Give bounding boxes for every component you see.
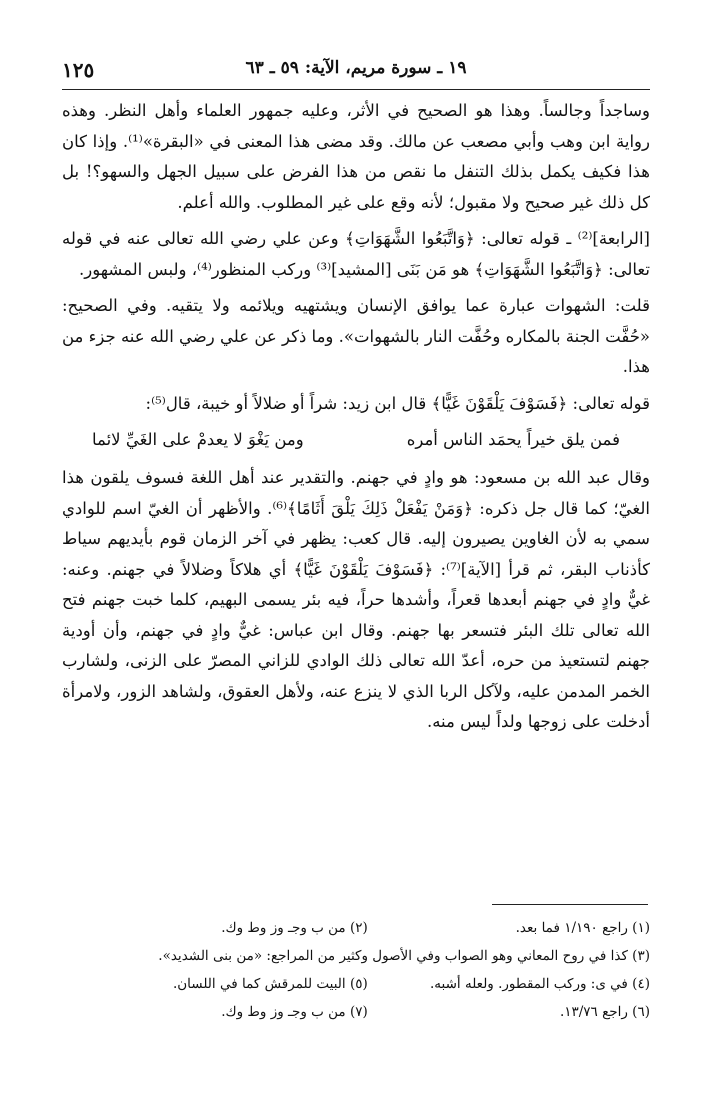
footnote-row — [62, 970, 650, 998]
paragraph-5: وقال عبد الله بن مسعود: هو وادٍ في جهنم. والتقدير عند أهل اللغة فسوف يلقون هذا الغيّ؛ كما قال جل ذكره: ﴿وَمَنْ يَفْعَلْ ذَلِكَ يَلْقَ أَثَامًا﴾⁽⁶⁾. والأظهر أن الغيّ اسم للوادي سمي به لأن الغاوين يصيرون إليه. قال كعب: يظهر في آخر الزمان قوم بأيديهم سياط كأذناب البقر، ثم قرأ [الآية]⁽⁷⁾: ﴿فَسَوْفَ يَلْقَوْنَ غَيًّا﴾ أي هلاكاً وضلالاً في جهنم. وعنه: غيٌّ وادٍ في جهنم أبعدها قعراً، وأشدها حراً، فيه بئر يسمى البهيم، كلما خبت جهنم فتح الله تعالى تلك البئر فتسعر بها جهنم. وقال ابن عباس: غيٌّ وادٍ في جهنم، وأن أودية جهنم لتستعيذ من حره، أعدّ الله تعالى ذلك الوادي للزاني المصرّ على الزنى، ولشارب الخمر المدمن عليه، ولآكل الربا الذي لا ينزع عنه، ولأهل العقوق، ولشاهد الزور، ولامرأة أدخلت على زوجها ولداً ليس منه. — [62, 468, 650, 731]
footnote-row — [62, 998, 650, 1026]
page-number: ١٢٥ — [62, 58, 95, 82]
running-title: ١٩ ـ سورة مريم، الآية: ٥٩ ـ ٦٣ — [245, 58, 467, 78]
footnote-4: (٤) في ى: وركب المقطور. ولعله أشبه. — [430, 976, 650, 992]
header-rule — [62, 89, 650, 90]
footnote-6: (٦) راجع ١٣/٧٦. — [559, 1004, 650, 1020]
footnote-5: (٥) البيت للمرقش كما في اللسان. — [172, 976, 368, 992]
paragraph-1: وساجداً وجالساً. وهذا هو الصحيح في الأثر، وعليه جمهور العلماء وأهل النظر. وهذه رواية ابن وهب وأبي مصعب عن مالك. وقد مضى هذا المعنى في «البقرة»⁽¹⁾. وإذا كان هذا فكيف يكمل بذلك التنفل ما نقص من هذا الفرض على سبيل الجهل والسهو؟! بل كل ذلك غير صحيح ولا مقبول؛ لأنه وقع على غير المطلوب. والله أعلم. — [62, 101, 650, 212]
footnote-2: (٢) من ب وجـ وز وط وك. — [221, 920, 368, 936]
verse-second-hemistich: ومن يَغْوَ لا يعدمْ على الغَيِّ لائما — [92, 430, 304, 449]
body-text — [62, 96, 650, 744]
paragraph-2: [الرابعة]⁽²⁾ ـ قوله تعالى: ﴿وَاتَّبَعُوا الشَّهَوَاتِ﴾ وعن علي رضي الله تعالى عنه في قوله تعالى: ﴿وَاتَّبَعُوا الشَّهَوَاتِ﴾ هو مَن بَنَى [المشيد]⁽³⁾ وركب المنظور⁽⁴⁾، ولبس المشهور. — [62, 229, 650, 279]
footnote-rule — [492, 904, 648, 905]
footnote-3: (٣) كذا في روح المعاني وهو الصواب وفي الأصول وكثير من المراجع: «من بنى الشديد». — [158, 948, 650, 964]
footnote-row — [62, 942, 650, 970]
footnote-1: (١) راجع ١/١٩٠ فما بعد. — [515, 920, 650, 936]
paragraph-4: قوله تعالى: ﴿فَسَوْفَ يَلْقَوْنَ غَيًّا﴾ قال ابن زيد: شراً أو ضلالاً أو خيبة، قال⁽⁵⁾: — [145, 393, 650, 413]
footnote-7: (٧) من ب وجـ وز وط وك. — [221, 1004, 368, 1020]
paragraph-3: قلت: الشهوات عبارة عما يوافق الإنسان ويشتهيه ويلائمه ولا يتقيه. وفي الصحيح: «حُفَّت الجنة بالمكاره وحُفَّت النار بالشهوات». وما ذكر عن علي رضي الله عنه جزء من هذا. — [62, 296, 650, 376]
footnotes — [62, 914, 650, 1026]
footnote-row — [62, 914, 650, 942]
page-header — [62, 58, 650, 88]
verse-first-hemistich: فمن يلق خيراً يحمَد الناس أمره — [406, 430, 620, 449]
poetry-verse — [92, 425, 620, 455]
